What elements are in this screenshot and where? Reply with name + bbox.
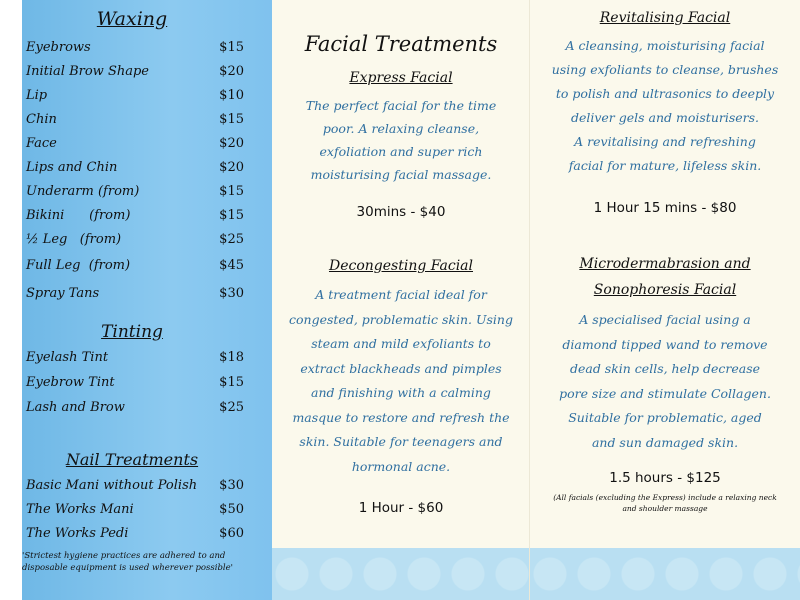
item-price: $30 [219,286,244,301]
description-line: facial for mature, lifeless skin. [568,158,762,173]
facials-right-panel [530,0,800,600]
item-price: $10 [219,88,244,103]
item-price: $15 [219,112,244,127]
decongesting-facial-title: Decongesting Facial [328,258,473,274]
description-line: deliver gels and moisturisers. [570,110,760,125]
item-name: Lip [26,88,48,103]
description-line: A revitalising and refreshing [574,134,756,149]
item-price: $15 [219,184,244,199]
facial-treatments-heading: Facial Treatments [304,32,498,56]
item-name: Underarm (from) [26,184,140,199]
description-line: extract blackheads and pimples [300,360,502,376]
description-line: masque to restore and refresh the [292,409,510,425]
description-line: congested, problematic skin. Using [289,311,513,327]
waxing-tinting-nails-panel [22,0,272,600]
microdermabrasion-facial-description [530,308,800,455]
description-line: A treatment facial ideal for [315,287,487,302]
microdermabrasion-title-line: Microdermabrasion and [579,256,751,272]
item-name: Initial Brow Shape [26,64,149,79]
express-facial-title: Express Facial [349,70,453,86]
hygiene-note-line: 'Strictest hygiene practices are adhered to and [22,551,226,561]
description-line: exfoliation and super rich [319,144,483,159]
sonophoresis-title-line: Sonophoresis Facial [593,282,737,298]
description-line: dead skin cells, help decrease [569,361,761,376]
item-price: $30 [219,478,244,493]
description-line: steam and mild exfoliants to [311,336,491,351]
item-price: $15 [219,208,244,223]
revitalising-facial-title: Revitalising Facial [599,10,731,26]
item-price: $15 [219,40,244,55]
item-name: Chin [26,112,57,127]
nail-treatments-title: Nail Treatments [65,450,199,469]
description-line: A specialised facial using a [579,312,751,327]
item-name: Eyebrows [26,40,91,55]
bubble-pattern [272,548,530,600]
bubble-pattern [530,548,800,600]
description-line: to polish and ultrasonics to deeply [555,86,775,101]
description-line: The perfect facial for the time [305,98,497,113]
item-name: Eyelash Tint [26,350,109,365]
microdermabrasion-facial-price: 1.5 hours - $125 [609,470,721,486]
item-name: Eyebrow Tint [26,375,115,390]
page-margin [0,0,22,600]
description-line: diamond tipped wand to remove [562,336,768,352]
item-price: $20 [219,136,244,151]
description-line: and sun damaged skin. [591,434,739,450]
express-facial-description [272,94,530,186]
description-line: poor. A relaxing cleanse, [322,121,480,136]
hygiene-note [22,550,252,574]
description-line: moisturising facial massage. [310,167,492,182]
item-name: Lash and Brow [26,400,125,415]
item-price: $50 [219,502,244,517]
item-price: $20 [219,64,244,79]
revitalising-facial-price: 1 Hour 15 mins - $80 [593,200,737,216]
item-price: $25 [219,232,244,247]
description-line: A cleansing, moisturising facial [565,38,765,53]
description-line: hormonal acne. [351,458,451,474]
item-price: $60 [219,526,244,541]
decongesting-facial-price: 1 Hour - $60 [358,500,444,516]
description-line: pore size and stimulate Collagen. [559,385,771,401]
description-line: and finishing with a calming [311,385,491,400]
item-name: Full Leg (from) [26,258,131,273]
description-line: skin. Suitable for teenagers and [299,434,503,449]
item-name: Spray Tans [26,286,100,301]
item-name: Lips and Chin [26,160,118,175]
item-name: Bikini (from) [26,208,131,223]
item-name: ½ Leg (from) [26,232,122,247]
footnote-line: and shoulder massage [622,504,708,513]
description-line: using exfoliants to cleanse, brushes [551,62,779,77]
item-price: $18 [219,350,244,365]
item-name: The Works Pedi [26,526,129,541]
decongesting-facial-description [272,283,530,479]
description-line: Suitable for problematic, aged [568,410,762,425]
revitalising-facial-description [530,34,800,178]
item-price: $15 [219,375,244,390]
item-name: Basic Mani without Polish [26,478,198,493]
item-price: $25 [219,400,244,415]
waxing-title: Waxing [96,8,168,30]
footnote-line: (All facials (excluding the Express) include a relaxing neck [553,493,777,502]
item-price: $20 [219,160,244,175]
express-facial-price: 30mins - $40 [356,204,446,220]
facials-footnote [540,492,790,514]
item-name: The Works Mani [26,502,134,517]
hygiene-note-line: disposable equipment is used wherever possible' [22,563,233,573]
tinting-title: Tinting [101,322,163,342]
item-price: $45 [219,258,244,273]
facials-middle-panel [272,0,530,600]
item-name: Face [26,136,57,151]
